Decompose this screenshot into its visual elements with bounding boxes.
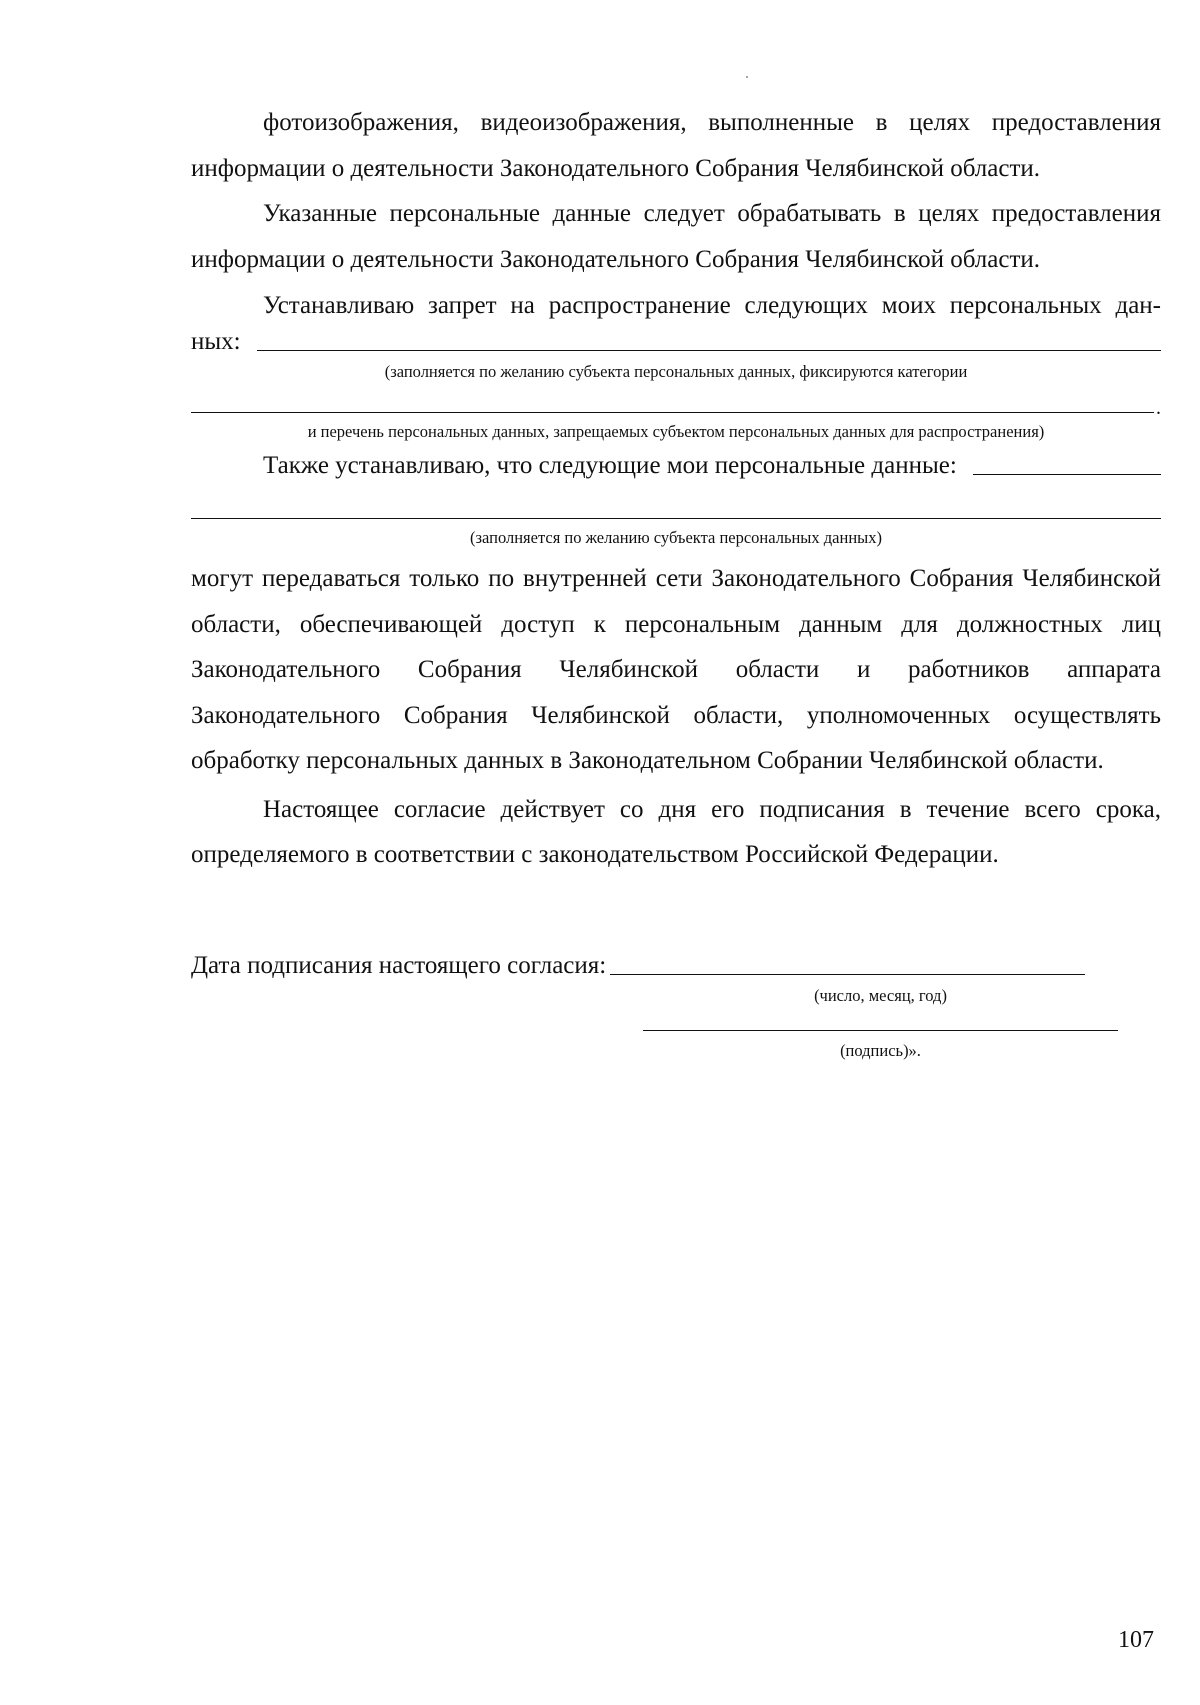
signature-line[interactable] [643,1030,1118,1031]
paragraph-internal-network: могут передаваться только по внутренней сети Законодательного Собрания Челябинской области, обеспечивающей доступ к персональным данным для должностных лиц Законодательного Собрания Челябинской области и работников аппарата Законодательного Собрания Челябинской области, уполномоченных осуществлять обработку персональных данных в Законодательном Собрании Челябинской области. [191,565,1161,774]
allowed-data-fill-line-2[interactable] [191,518,1161,519]
caption-prohibition-1: (заполняется по желанию субъекта персональных данных, фиксируются категории [384,362,968,381]
date-caption: (число, месяц, год) [814,985,947,1005]
line-end-dot: . [1156,397,1161,419]
allowed-data-row-2 [191,480,1161,524]
date-signing-row [191,952,1161,980]
caption-prohibition-2: и перечень персональных данных, запрещаемых субъектом персональных данных для распространения) [307,422,1045,441]
paragraph-photo-video: фотоизображения, видеоизображения, выполненные в целях предоставления информации о деятельности Законодательного Собрания Челябинской области. [191,109,1161,182]
prohibition-fill-row-2 [191,382,1161,418]
prohibition-label-end: ных: [191,328,241,355]
allowed-data-label: Также устанавливаю, что следующие мои персональные данные: [263,452,957,479]
prohibition-fill-row [191,324,1161,356]
allowed-data-row [191,444,1161,480]
prohibition-fill-line[interactable] [257,350,1161,351]
date-signing-line[interactable] [610,974,1085,975]
document-body [191,100,1161,1061]
paragraph-processing-purpose: Указанные персональные данные следует обрабатывать в целях предоставления информации о деятельности Законодательного Собрания Челябинской области. [191,200,1161,273]
allowed-data-fill-line[interactable] [973,474,1161,475]
caption-allowed-data: (заполняется по желанию субъекта персональных данных) [470,528,882,547]
paragraph-validity: Настоящее согласие действует со дня его подписания в течение всего срока, определяемого в соответствии с законодательством Российской Федерации. [191,795,1161,868]
page-number: 107 [1118,1627,1154,1653]
paragraph-prohibition-line1: Устанавливаю запрет на распространение следующих моих персональных дан- [263,292,1161,319]
scan-speck [746,76,748,78]
signature-caption: (подпись)». [840,1040,921,1060]
prohibition-fill-line-2[interactable] [191,412,1154,413]
date-signing-label: Дата подписания настоящего согласия: [191,951,607,979]
